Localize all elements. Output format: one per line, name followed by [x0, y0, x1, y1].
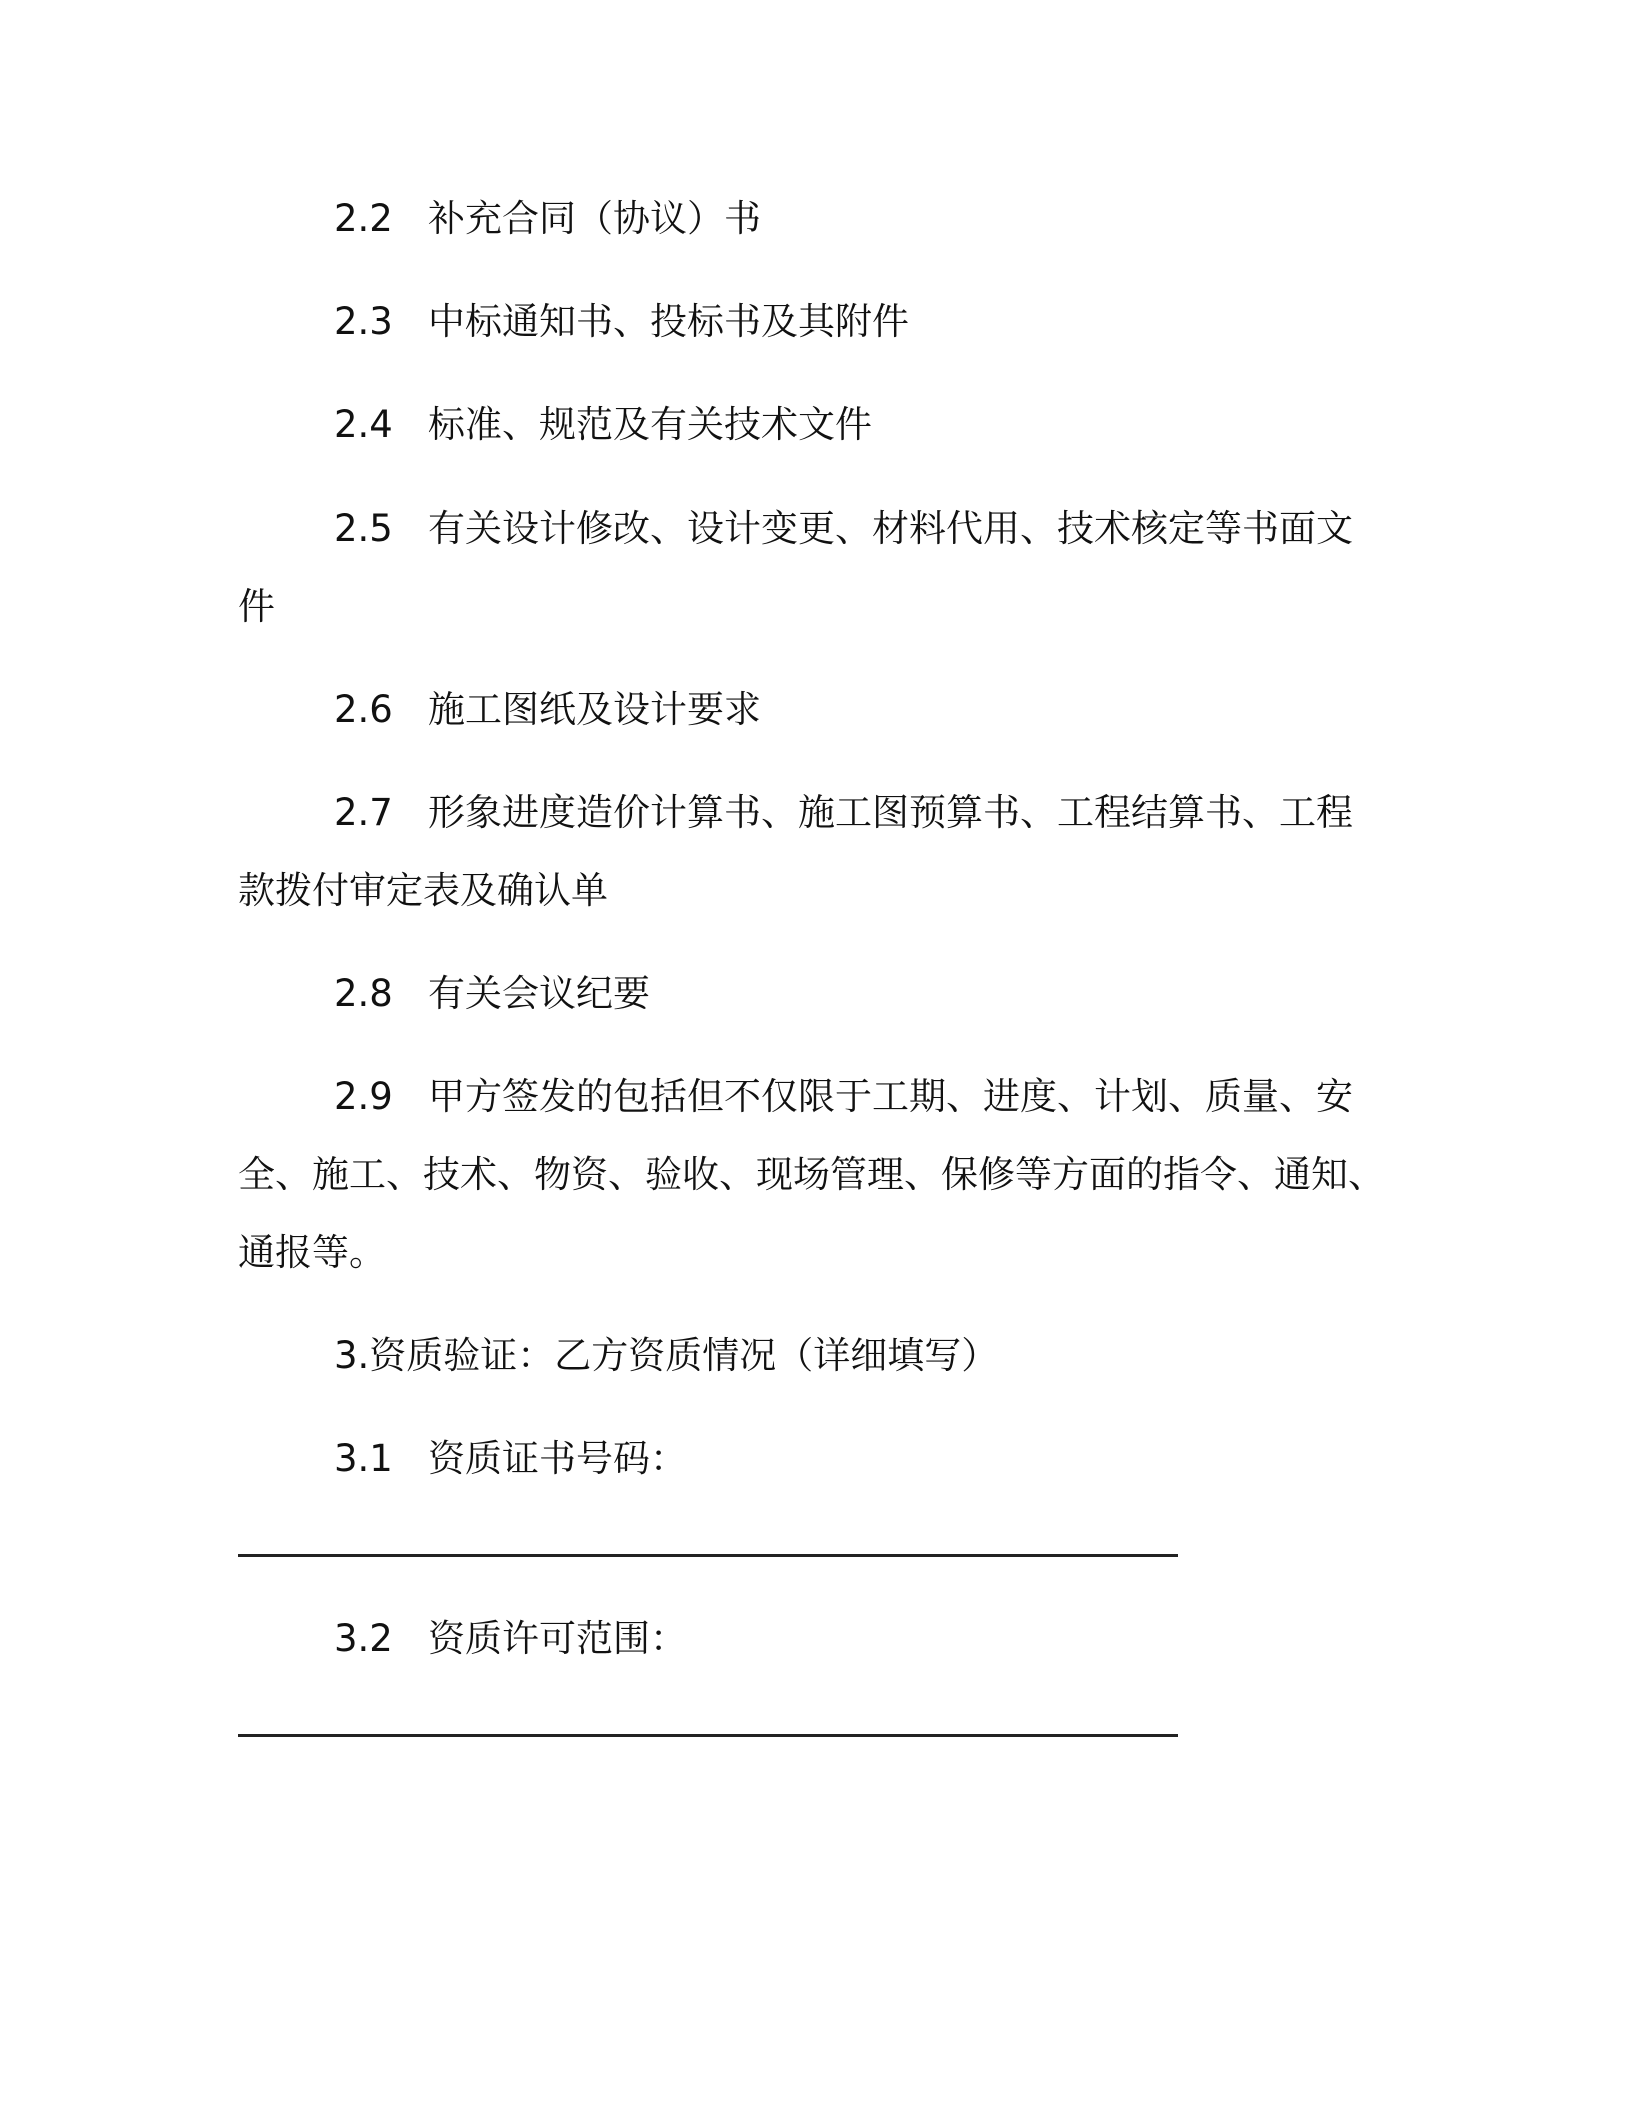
item-text: 补充合同（协议）书	[428, 197, 761, 240]
item-number: 2.5	[334, 507, 393, 550]
fill-in-line-license-scope	[238, 1734, 1178, 1737]
item-text: 施工图纸及设计要求	[428, 688, 761, 731]
list-item-2-5-continuation: 件	[238, 585, 275, 628]
fill-in-line-certificate-number	[238, 1554, 1178, 1557]
section-3-heading: 3.资质验证：乙方资质情况（详细填写）	[334, 1334, 999, 1377]
item-number: 2.2	[334, 197, 393, 240]
item-text: 资质许可范围：	[428, 1617, 687, 1660]
item-number: 2.8	[334, 972, 393, 1015]
list-item-2-3	[238, 283, 1494, 361]
list-item-2-4	[238, 386, 1494, 464]
item-text: 中标通知书、投标书及其附件	[428, 300, 909, 343]
item-text: 有关会议纪要	[428, 972, 650, 1015]
item-number: 2.4	[334, 403, 393, 446]
list-item-2-8	[238, 955, 1494, 1033]
list-item-2-7-continuation: 款拨付审定表及确认单	[238, 869, 608, 912]
item-number: 3.2	[334, 1617, 393, 1660]
item-number: 2.9	[334, 1075, 393, 1118]
item-number: 2.3	[334, 300, 393, 343]
item-text: 标准、规范及有关技术文件	[428, 403, 872, 446]
item-number: 3.1	[334, 1437, 393, 1480]
item-text: 形象进度造价计算书、施工图预算书、工程结算书、工程	[428, 791, 1353, 834]
list-item-3-2	[238, 1600, 1494, 1678]
item-number: 2.6	[334, 688, 393, 731]
list-item-2-7	[238, 774, 1494, 852]
list-item-2-2	[238, 180, 1494, 258]
list-item-3-1	[238, 1420, 1494, 1498]
list-item-2-9-continuation: 全、施工、技术、物资、验收、现场管理、保修等方面的指令、通知、	[238, 1153, 1385, 1196]
item-text: 资质证书号码：	[428, 1437, 687, 1480]
item-text: 甲方签发的包括但不仅限于工期、进度、计划、质量、安	[428, 1075, 1353, 1118]
list-item-2-6	[238, 671, 1494, 749]
item-number: 2.7	[334, 791, 393, 834]
list-item-2-9-continuation-2: 通报等。	[238, 1231, 386, 1274]
list-item-2-5	[238, 490, 1494, 568]
list-item-2-9	[238, 1058, 1494, 1136]
item-text: 有关设计修改、设计变更、材料代用、技术核定等书面文	[428, 507, 1353, 550]
